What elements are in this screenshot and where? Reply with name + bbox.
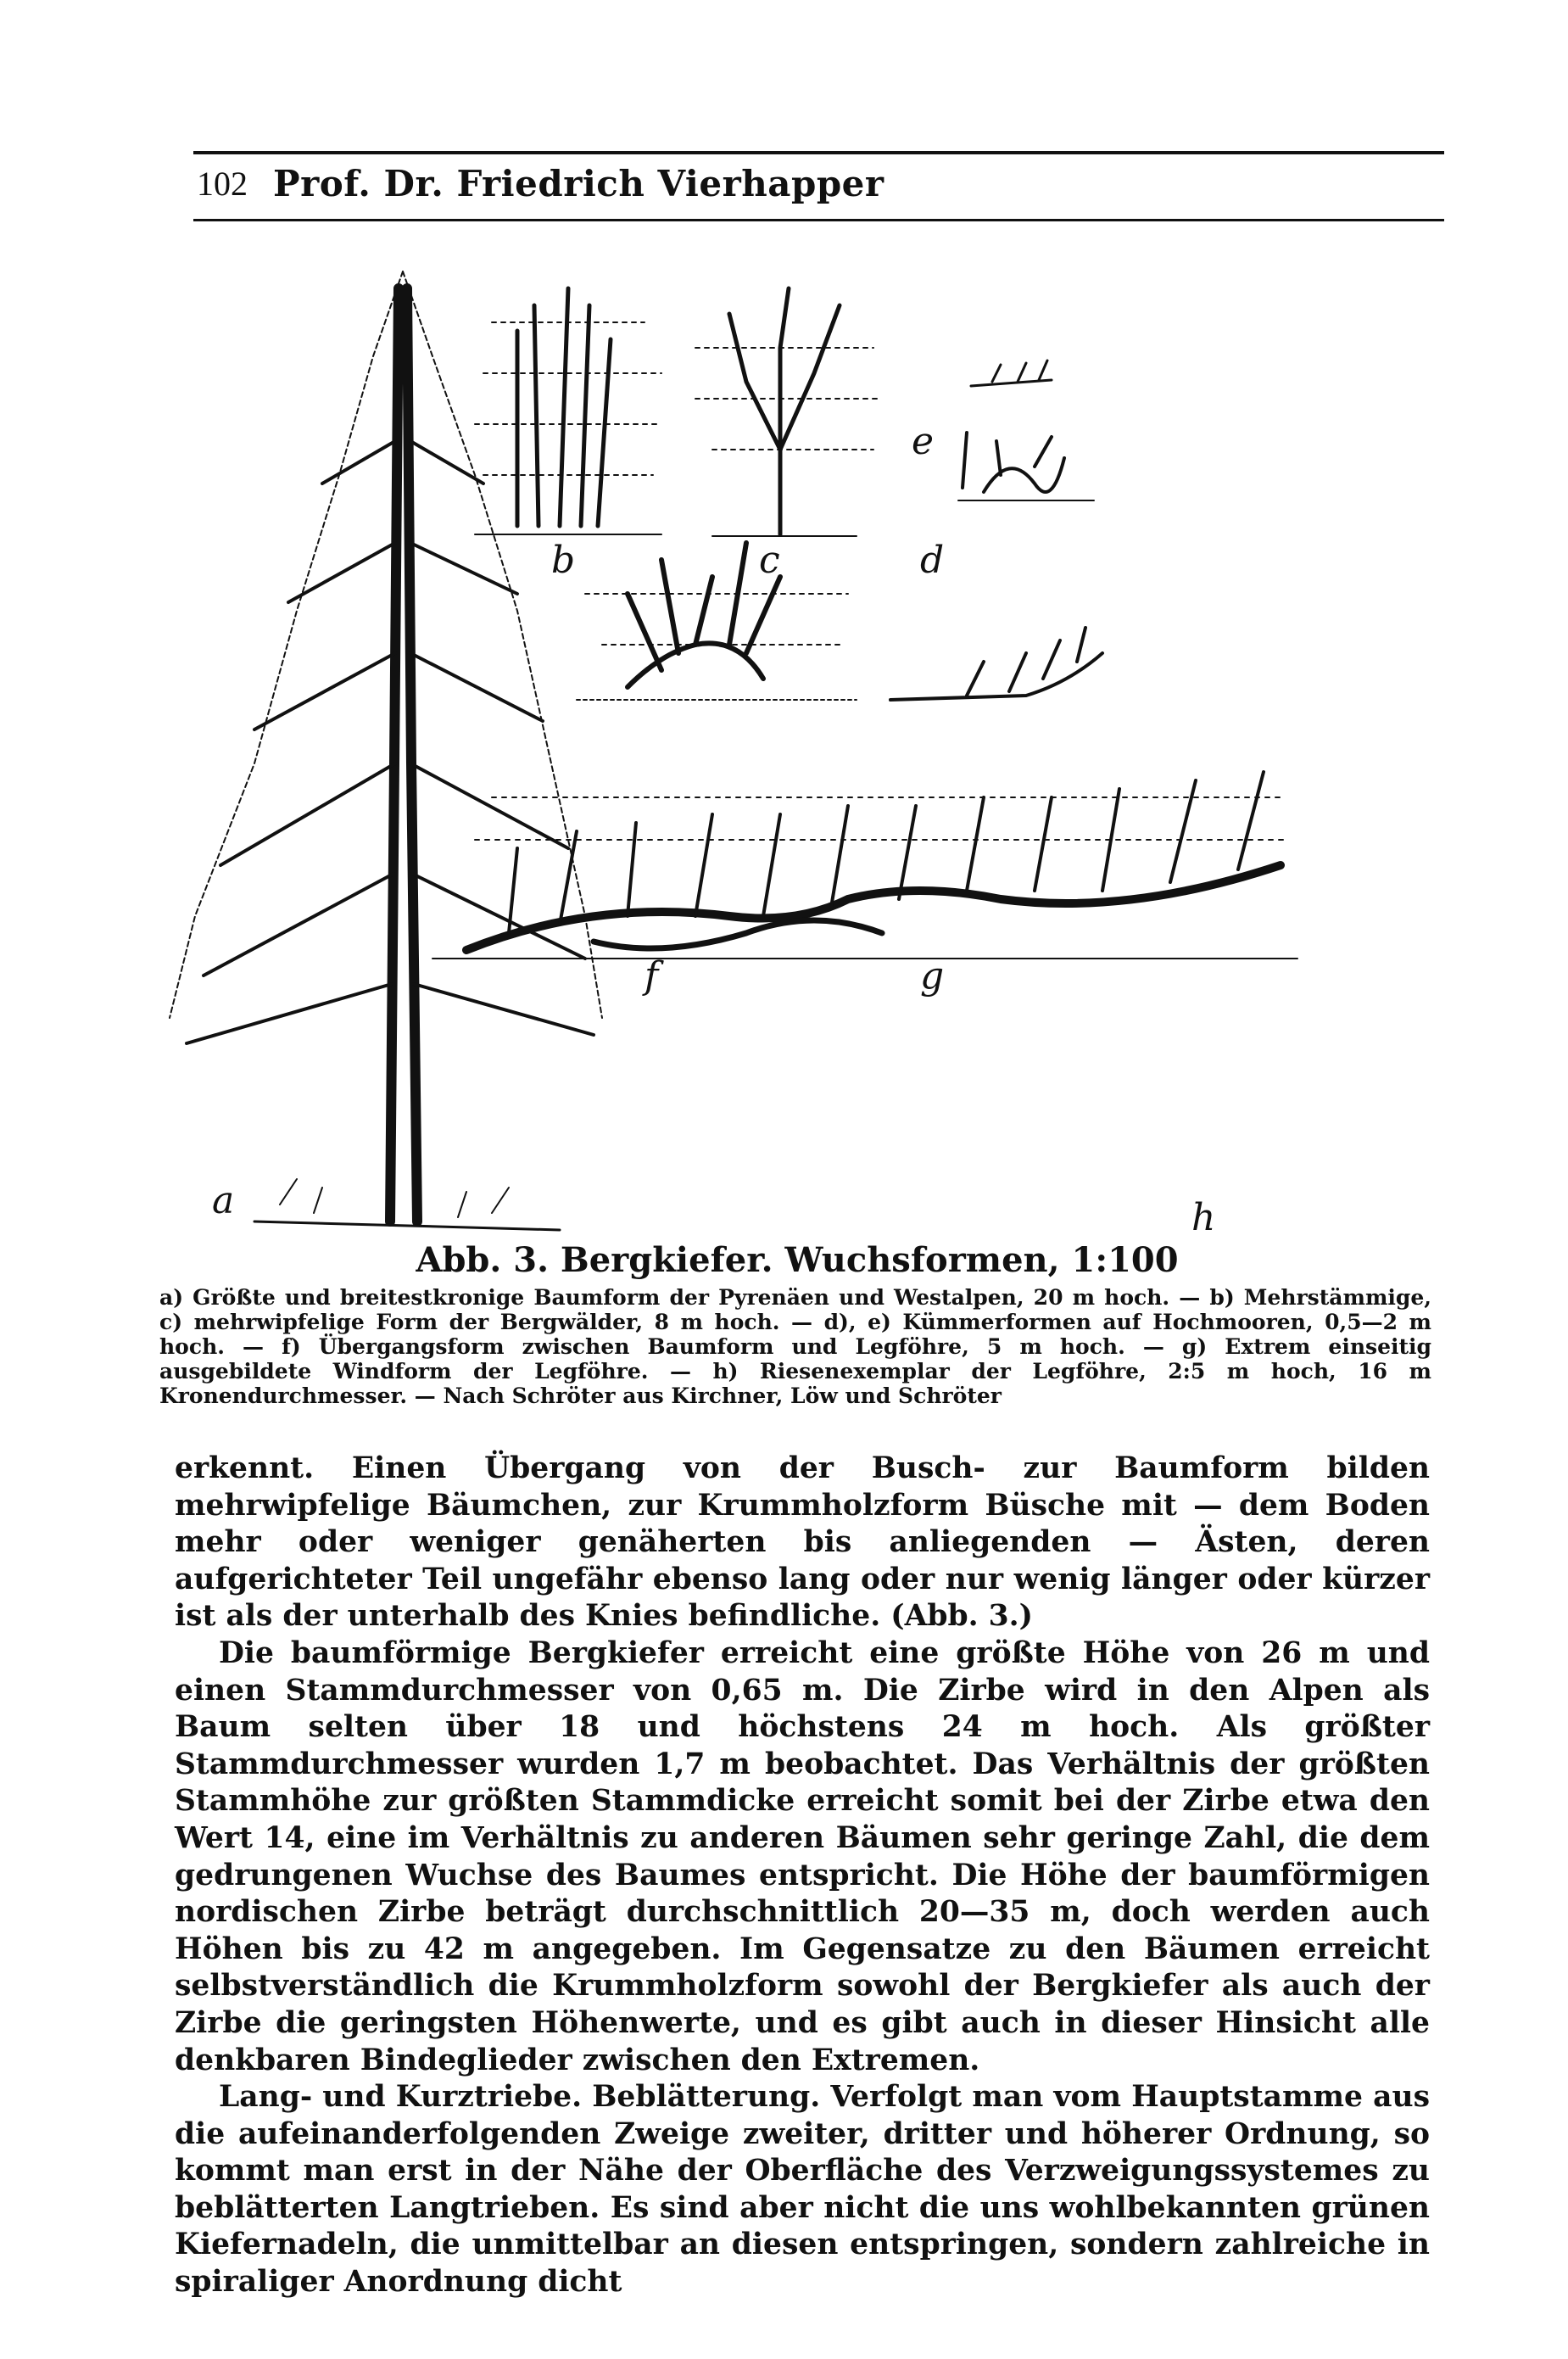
tree-f-drawing	[577, 543, 857, 700]
page-number: 102	[197, 164, 248, 203]
tree-illustration	[153, 254, 1459, 1247]
tree-c-drawing	[695, 288, 882, 536]
tree-d-drawing	[958, 433, 1094, 500]
tree-e-drawing	[971, 361, 1052, 386]
figure-label-h: h	[1191, 1196, 1216, 1239]
figure-label-f: f	[644, 954, 659, 998]
header-bottom-rule	[193, 219, 1444, 221]
page-header	[197, 158, 1443, 209]
figure-caption-text: a) Größte und breitestkronige Baumform der Pyrenäen und Westalpen, 20 m hoch. — b) Mehrstämmige, c) mehrwipfelige Form der Bergwälder, 8 m hoch. — d), e) Kümmerformen auf Hochmooren, 0,5—2 m hoch. — f) Übergangsform zwischen Baumform und Legföhre, 5 m hoch. — g) Extrem einseitig ausgebildete Windform der Legföhre. — h) Riesenexemplar der Legföhre, 2:5 m hoch, 16 m Kronendurchmesser. — Nach Schröter aus Kirchner, Löw und Schröter	[159, 1285, 1431, 1408]
figure-label-c: c	[759, 539, 780, 582]
figure-caption-title: Abb. 3. Bergkiefer. Wuchsformen, 1:100	[416, 1240, 1179, 1280]
tree-h-drawing	[432, 772, 1297, 959]
body-paragraph: erkennt. Einen Übergang von der Busch- zur Baumform bilden mehrwipfelige Bäumchen, zur Krummholzform Büsche mit — dem Boden mehr oder weniger genäherten bis anliegenden — Ästen, deren aufgerichteter Teil ungefähr ebenso lang oder nur wenig länger oder kürzer ist als der unterhalb des Knies befindliche. (Abb. 3.)	[175, 1451, 1430, 1634]
running-head: Prof. Dr. Friedrich Vierhapper	[273, 162, 884, 204]
tree-illustration-drawing	[153, 254, 1459, 1247]
figure-label-d: d	[920, 539, 945, 582]
figure-label-e: e	[912, 420, 935, 463]
figure-label-a: a	[212, 1179, 235, 1222]
figure-label-g: g	[920, 954, 945, 998]
body-text	[175, 1451, 1430, 2301]
header-top-rule	[193, 151, 1444, 154]
body-paragraph: Lang- und Kurztriebe. Beblätterung. Verfolgt man vom Hauptstamme aus die aufeinanderfolgenden Zweige zweiter, dritter und höherer Ordnung, so kommt man erst in der Nähe der Oberfläche des Verzweigungssystemes zu beblätterten Langtrieben. Es sind aber nicht die uns wohlbekannten grünen Kiefernadeln, die unmittelbar an diesen entspringen, sondern zahlreiche in spiraliger Anordnung dicht	[175, 2080, 1430, 2300]
tree-b-drawing	[475, 288, 661, 534]
figure-label-b: b	[551, 539, 576, 582]
body-paragraph: Die baumförmige Bergkiefer erreicht eine größte Höhe von 26 m und einen Stammdurchmesser von 0,65 m. Die Zirbe wird in den Alpen als Baum selten über 18 und höchstens 24 m hoch. Als größter Stammdurchmesser wurden 1,7 m beobachtet. Das Verhältnis der größten Stammhöhe zur größten Stammdicke erreicht somit bei der Zirbe etwa den Wert 14, eine im Verhältnis zu anderen Bäumen sehr geringe Zahl, die dem gedrungenen Wuchse des Baumes entspricht. Die Höhe der baumförmigen nordischen Zirbe beträgt durchschnittlich 20—35 m, doch werden auch Höhen bis zu 42 m angegeben. Im Gegensatze zu den Bäumen erreicht selbstverständlich die Krummholzform sowohl der Bergkiefer als auch der Zirbe die geringsten Höhenwerte, und es gibt auch in dieser Hinsicht alle denkbaren Bindeglieder zwischen den Extremen.	[175, 1635, 1430, 2077]
tree-g-drawing	[890, 628, 1102, 700]
